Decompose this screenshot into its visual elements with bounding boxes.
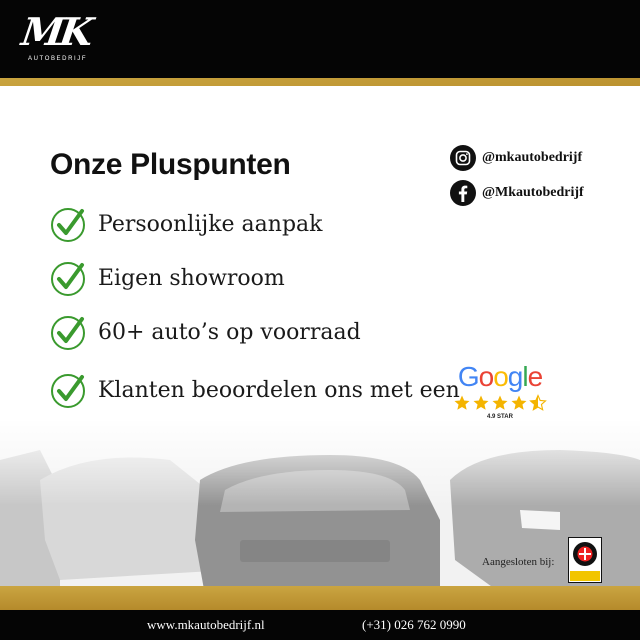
benefit-label: Klanten beoordelen ons met een bbox=[98, 377, 460, 403]
instagram-handle: @mkautobedrijf bbox=[482, 150, 583, 165]
google-letter: e bbox=[527, 361, 543, 392]
instagram-icon bbox=[450, 145, 476, 171]
checkmark-icon bbox=[48, 312, 88, 352]
footer-bar bbox=[0, 610, 640, 640]
social-facebook[interactable] bbox=[450, 180, 584, 206]
benefit-item bbox=[48, 258, 285, 298]
checkmark-icon bbox=[48, 258, 88, 298]
rating-text: 4.9 STAR bbox=[487, 414, 513, 420]
google-letter: o bbox=[478, 361, 494, 392]
star-half-icon bbox=[529, 394, 547, 412]
google-letter: g bbox=[507, 361, 523, 392]
benefit-label: 60+ auto’s op voorraad bbox=[98, 319, 361, 345]
google-letter: G bbox=[457, 361, 479, 392]
star-icon bbox=[491, 394, 509, 412]
mk-logo[interactable] bbox=[18, 9, 93, 64]
benefit-label: Persoonlijke aanpak bbox=[98, 211, 323, 237]
checkmark-icon bbox=[48, 370, 88, 410]
social-instagram[interactable] bbox=[450, 145, 582, 171]
checkmark-icon bbox=[48, 204, 88, 244]
cars-background-illustration bbox=[0, 420, 640, 610]
facebook-icon bbox=[450, 180, 476, 206]
facebook-handle: @Mkautobedrijf bbox=[482, 185, 584, 200]
benefit-item bbox=[48, 312, 361, 352]
benefit-label: Eigen showroom bbox=[98, 265, 285, 291]
google-rating-badge bbox=[450, 362, 550, 420]
bovag-logo bbox=[568, 537, 602, 583]
google-letter: o bbox=[493, 361, 508, 392]
logo-subtitle: AUTOBEDRIJF bbox=[28, 56, 88, 62]
phone-number[interactable]: (+31) 026 762 0990 bbox=[362, 617, 466, 632]
rating-stars bbox=[450, 394, 550, 412]
google-wordmark bbox=[450, 362, 550, 392]
star-icon bbox=[510, 394, 528, 412]
website-link[interactable]: www.mkautobedrijf.nl bbox=[147, 617, 265, 632]
gold-band-bottom bbox=[0, 586, 640, 610]
affiliation-label: Aangesloten bij: bbox=[482, 556, 555, 568]
benefit-item bbox=[48, 204, 322, 244]
star-icon bbox=[453, 394, 471, 412]
page-title: Onze Pluspunten bbox=[50, 148, 291, 181]
star-icon bbox=[472, 394, 490, 412]
header-bar bbox=[0, 0, 640, 78]
benefit-item bbox=[48, 370, 460, 410]
google-letter: l bbox=[522, 361, 528, 392]
logo-text: MK bbox=[18, 9, 93, 54]
